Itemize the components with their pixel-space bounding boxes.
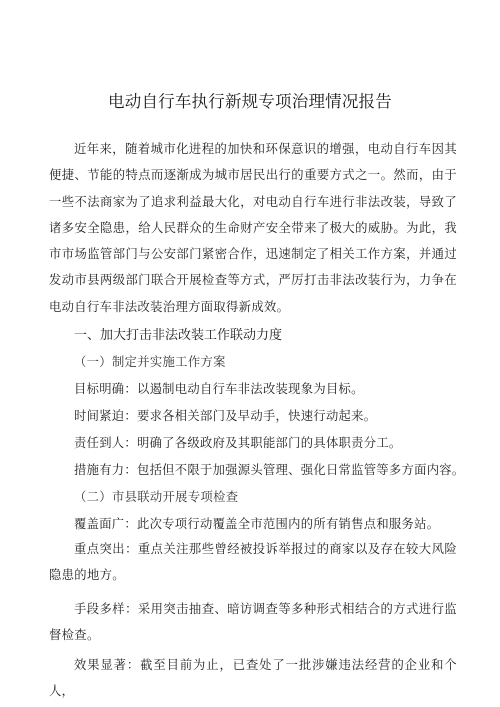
list-item-results: 效果显著：截至目前为止，已查处了一批涉嫌违法经营的企业和个人， xyxy=(49,658,457,699)
list-item-time: 时间紧迫：要求各相关部门及早动手，快速行动起来。 xyxy=(74,409,377,423)
subsection-heading-2: （二）市县联动开展专项检查 xyxy=(74,490,239,504)
list-item-measures: 措施有力：包括但不限于加强源头管理、强化日常监管等多方面内容。 xyxy=(74,463,465,477)
document-title: 电动自行车执行新规专项治理情况报告 xyxy=(108,92,392,111)
subsection-heading-1: （一）制定并实施工作方案 xyxy=(74,355,226,369)
list-item-coverage: 覆盖面广：此次专项行动覆盖全市范围内的所有销售点和服务站。 xyxy=(74,517,440,531)
list-item-means: 手段多样：采用突击抽查、暗访调查等多种形式相结合的方式进行监督检查。 xyxy=(49,602,457,643)
section-heading: 一、加大打击非法改装工作联动力度 xyxy=(74,328,283,343)
intro-paragraph: 近年来，随着城市化进程的加快和环保意识的增强，电动自行车因其便捷、节能的特点而逐渐成为城市居民出行的重要方式之一。然而，由于一些不法商家为了追求利益最大化，对电动自行车进行非法改装，导致了诸多安全隐患，给人民群众的生命财产安全带来了极大的威胁。为此，我市市场监管部门与公安部门紧密合作，迅速制定了相关工作方案，并通过发动市县两级部门联合开展检查等方式，严厉打击非法改装行为，力争在电动自行车非法改装治理方面取得新成效。 xyxy=(49,142,457,314)
list-item-responsibility: 责任到人：明确了各级政府及其职能部门的具体职责分工。 xyxy=(74,436,402,450)
list-item-focus: 重点突出：重点关注那些曾经被投诉举报过的商家以及存在较大风险隐患的地方。 xyxy=(49,542,457,583)
list-item-goal: 目标明确：以遏制电动自行车非法改装现象为目标。 xyxy=(74,382,364,396)
